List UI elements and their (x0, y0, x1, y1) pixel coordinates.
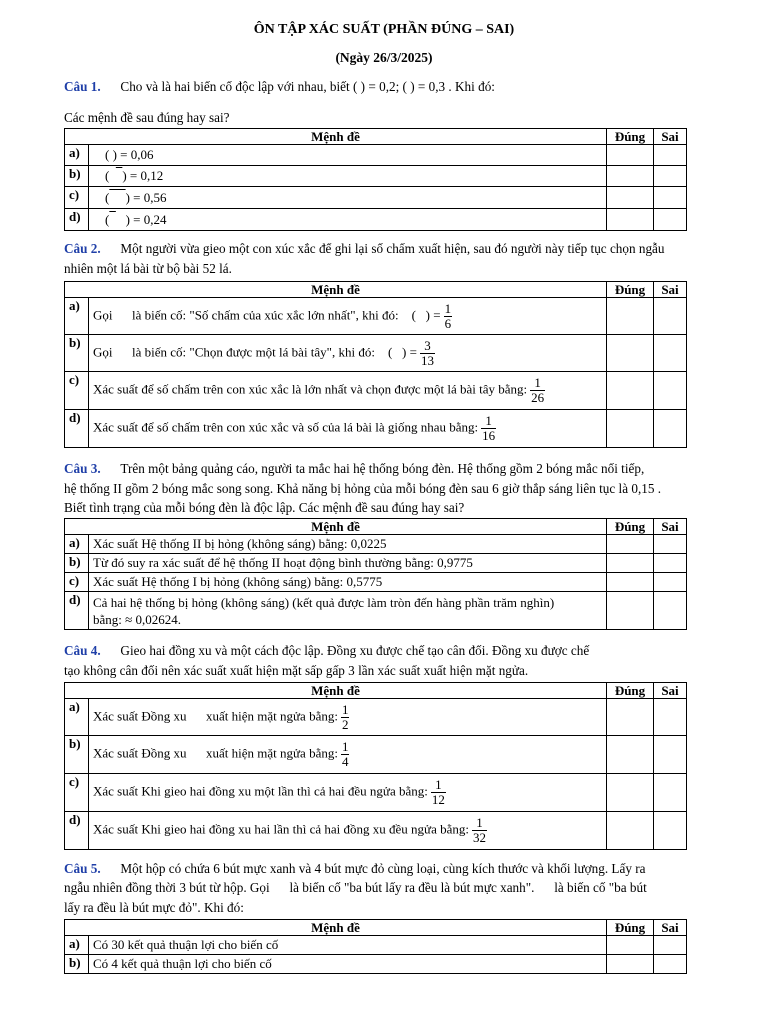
header-true: Đúng (607, 282, 654, 298)
row-text (89, 298, 607, 335)
answer-false-cell[interactable] (654, 736, 687, 774)
q2-label: Câu 2. (64, 241, 101, 256)
fraction-denominator: 32 (473, 830, 487, 845)
row-label: d) (65, 592, 89, 630)
row-label: d) (65, 410, 89, 448)
q2-header-row (65, 282, 687, 298)
row-text (89, 699, 607, 736)
q4-line1: Gieo hai đồng xu và một cách độc lập. Đồng xu được chế tạo cân đối. Đồng xu được chế (120, 643, 590, 658)
fraction (341, 740, 350, 769)
answer-false-cell[interactable] (654, 812, 687, 850)
row-statement: Xác suất Khi gieo hai đồng xu hai lần thì cả hai đồng xu đều ngửa bằng: (93, 821, 470, 837)
q3-line2: hệ thống II gồm 2 bóng mắc song song. Khả năng bị hỏng của mỗi bóng đèn sau 6 giờ thắp sáng liên tục là 0,15 . (64, 481, 662, 496)
fraction-numerator: 1 (444, 300, 452, 316)
row-label: a) (65, 936, 89, 955)
fraction-denominator: 4 (341, 754, 349, 769)
fraction (472, 816, 487, 845)
fraction-numerator: 1 (530, 376, 545, 391)
header-true: Đúng (607, 129, 654, 145)
fraction-numerator: 1 (431, 778, 446, 793)
q4-line2: tạo không cân đối nên xác suất xuất hiện mặt sấp gấp 3 lần xác suất xuất hiện mặt ngửa. (64, 663, 529, 678)
q1-row-c (65, 187, 687, 209)
q4-row-d (65, 812, 687, 850)
answer-true-cell[interactable] (607, 335, 654, 372)
answer-true-cell[interactable] (607, 955, 654, 974)
q4-header-row (65, 683, 687, 699)
q1-intro-text: Cho và là hai biến cố độc lập với nhau, biết ( ) = 0,2; ( ) = 0,3 . Khi đó: (120, 79, 495, 94)
row-expression-bar (109, 190, 125, 205)
q1-header-row (65, 129, 687, 145)
row-label: c) (65, 372, 89, 410)
q4-row-c (65, 774, 687, 812)
answer-true-cell[interactable] (607, 812, 654, 850)
row-statement: Xác suất Đồng xu xuất hiện mặt ngửa bằng: (93, 745, 338, 761)
row-label: c) (65, 774, 89, 812)
q2-row-a (65, 298, 687, 335)
answer-false-cell[interactable] (654, 335, 687, 372)
answer-false-cell[interactable] (654, 955, 687, 974)
page-title: ÔN TẬP XÁC SUẤT (PHẦN ĐÚNG – SAI) (253, 22, 515, 37)
answer-false-cell[interactable] (654, 592, 687, 630)
q5-row-a (65, 936, 687, 955)
header-statement: Mệnh đề (65, 683, 607, 699)
q1-prompt: Các mệnh đề sau đúng hay sai? (64, 110, 230, 125)
answer-true-cell[interactable] (607, 535, 654, 554)
fraction-denominator: 16 (482, 428, 496, 443)
row-text: Từ đó suy ra xác suất để hệ thống II hoạt động bình thường bằng: 0,9775 (89, 554, 607, 573)
header-false: Sai (654, 129, 687, 145)
q4-row-b (65, 736, 687, 774)
answer-false-cell[interactable] (654, 699, 687, 736)
row-text (89, 592, 607, 630)
fraction (481, 414, 496, 443)
q3-row-b (65, 554, 687, 573)
fraction-denominator: 26 (531, 390, 545, 405)
row-text: Có 4 kết quả thuận lợi cho biến cố (89, 955, 607, 974)
row-text (89, 187, 607, 209)
answer-true-cell[interactable] (607, 736, 654, 774)
q5-line1: Một hộp có chứa 6 bút mực xanh và 4 bút mực đỏ cùng loại, cùng kích thước và khối lượng. Lấy ra (120, 861, 646, 876)
q1-label: Câu 1. (64, 79, 101, 94)
fraction (444, 302, 453, 331)
answer-true-cell[interactable] (607, 774, 654, 812)
header-statement: Mệnh đề (65, 282, 607, 298)
row-text: Xác suất Hệ thống II bị hỏng (không sáng) bằng: 0,0225 (89, 535, 607, 554)
row-text (89, 410, 607, 448)
answer-false-cell[interactable] (654, 410, 687, 448)
fraction-numerator: 1 (472, 816, 487, 831)
q3-row-d (65, 592, 687, 630)
row-text (89, 372, 607, 410)
q1-intro (64, 78, 724, 96)
header-statement: Mệnh đề (65, 519, 607, 535)
row-statement: Xác suất Khi gieo hai đồng xu một lần thì cả hai đều ngửa bằng: (93, 783, 428, 799)
header-false: Sai (654, 683, 687, 699)
row-expression-post: ) = 0,12 (122, 168, 164, 183)
fraction-denominator: 2 (341, 716, 349, 732)
fraction-numerator: 3 (420, 339, 435, 354)
row-text (89, 145, 607, 166)
row-statement: Xác suất để số chấm trên con xúc xắc và số của lá bài là giống nhau bằng: (93, 419, 479, 435)
row-label: a) (65, 699, 89, 736)
answer-false-cell[interactable] (654, 535, 687, 554)
q1-row-d (65, 209, 687, 231)
q4-table (64, 682, 687, 850)
answer-false-cell[interactable] (654, 298, 687, 335)
fraction-numerator: 1 (341, 739, 349, 754)
row-text-line2: bằng: ≈ 0,02624. (93, 611, 182, 627)
row-text (89, 166, 607, 187)
row-text (89, 209, 607, 231)
q3-intro (64, 460, 724, 478)
q5-table (64, 919, 687, 974)
fraction-denominator: 6 (444, 315, 452, 331)
q5-line3: lấy ra đều là bút mực đỏ". Khi đó: (64, 900, 244, 915)
row-label: d) (65, 812, 89, 850)
row-label: d) (65, 209, 89, 231)
fraction (420, 339, 435, 368)
answer-false-cell[interactable] (654, 774, 687, 812)
fraction-denominator: 13 (420, 352, 434, 368)
row-label: b) (65, 955, 89, 974)
row-text-line1: Cả hai hệ thống bị hỏng (không sáng) (kết quả được làm tròn đến hàng phần trăm nghìn) (93, 594, 555, 610)
row-label: b) (65, 335, 89, 372)
q4-intro (64, 642, 724, 660)
q5-line2: ngẫu nhiên đồng thời 3 bút từ hộp. Gọi là biến cố "ba bút lấy ra đều là bút mực xanh". là biến cố "ba bút (64, 880, 647, 895)
answer-false-cell[interactable] (654, 554, 687, 573)
answer-false-cell[interactable] (654, 372, 687, 410)
fraction-denominator: 12 (431, 792, 445, 807)
q2-line2: nhiên một lá bài từ bộ bài 52 lá. (64, 261, 232, 276)
q1-row-a (65, 145, 687, 166)
q4-row-a (65, 699, 687, 736)
answer-true-cell[interactable] (607, 372, 654, 410)
q2-row-d (65, 410, 687, 448)
answer-true-cell[interactable] (607, 592, 654, 630)
row-expression-post: ) = 0,24 (115, 211, 167, 227)
row-text (89, 774, 607, 812)
row-statement: Xác suất để số chấm trên con xúc xắc là lớn nhất và chọn được một lá bài tây bằng: (93, 381, 528, 397)
row-label: a) (65, 535, 89, 554)
answer-true-cell[interactable] (607, 699, 654, 736)
row-text (89, 736, 607, 774)
answer-true-cell[interactable] (607, 554, 654, 573)
header-true: Đúng (607, 920, 654, 936)
answer-true-cell[interactable] (607, 298, 654, 335)
row-label: b) (65, 554, 89, 573)
header-statement: Mệnh đề (65, 129, 607, 145)
header-statement: Mệnh đề (65, 920, 607, 936)
q5-label: Câu 5. (64, 861, 101, 876)
q2-intro (64, 240, 724, 258)
q1-row-b (65, 166, 687, 187)
q1-table (64, 128, 687, 231)
fraction (530, 376, 545, 405)
q3-line1: Trên một bảng quảng cáo, người ta mắc hai hệ thống bóng đèn. Hệ thống gồm 2 bóng mắc nối tiếp, (120, 461, 645, 476)
q5-intro (64, 860, 724, 878)
q3-line3: Biết tình trạng của mỗi bóng đèn là độc lập. Các mệnh đề sau đúng hay sai? (64, 500, 465, 515)
row-label: a) (65, 298, 89, 335)
q2-row-b (65, 335, 687, 372)
row-statement: Gọi là biến cố: "Chọn được một lá bài tây", khi đó: ( ) = (93, 343, 417, 359)
q5-row-b (65, 955, 687, 974)
row-label: c) (65, 187, 89, 209)
row-text (89, 335, 607, 372)
q5-header-row (65, 920, 687, 936)
q2-line1: Một người vừa gieo một con xúc xắc để ghi lại số chấm xuất hiện, sau đó người này tiếp tục chọn ngẫu (120, 241, 665, 256)
q4-label: Câu 4. (64, 643, 101, 658)
q2-table (64, 281, 687, 448)
row-expression-pre: ( (105, 168, 116, 183)
answer-false-cell[interactable] (654, 145, 687, 166)
row-label: b) (65, 736, 89, 774)
q3-table (64, 518, 687, 630)
fraction (431, 778, 446, 807)
answer-true-cell[interactable] (607, 573, 654, 592)
row-expression-pre: ( (105, 189, 110, 205)
answer-false-cell[interactable] (654, 209, 687, 231)
answer-true-cell[interactable] (607, 145, 654, 166)
header-true: Đúng (607, 519, 654, 535)
row-label: a) (65, 145, 89, 166)
q3-row-a (65, 535, 687, 554)
answer-true-cell[interactable] (607, 187, 654, 209)
answer-true-cell[interactable] (607, 209, 654, 231)
row-expression: ( ) = 0,06 (105, 147, 154, 162)
answer-false-cell[interactable] (654, 573, 687, 592)
answer-true-cell[interactable] (607, 410, 654, 448)
row-statement: Gọi là biến cố: "Số chấm của xúc xắc lớn nhất", khi đó: ( ) = (93, 306, 441, 322)
header-true: Đúng (607, 683, 654, 699)
page-date: (Ngày 26/3/2025) (335, 50, 433, 65)
answer-false-cell[interactable] (654, 936, 687, 955)
answer-false-cell[interactable] (654, 166, 687, 187)
q3-header-row (65, 519, 687, 535)
fraction (341, 703, 350, 732)
fraction-numerator: 1 (341, 701, 349, 717)
row-expression-pre: ( (105, 211, 110, 227)
row-label: b) (65, 166, 89, 187)
row-text: Có 30 kết quả thuận lợi cho biến cố (89, 936, 607, 955)
answer-true-cell[interactable] (607, 166, 654, 187)
header-false: Sai (654, 282, 687, 298)
header-false: Sai (654, 920, 687, 936)
answer-true-cell[interactable] (607, 936, 654, 955)
q3-label: Câu 3. (64, 461, 101, 476)
q3-row-c (65, 573, 687, 592)
q2-row-c (65, 372, 687, 410)
row-label: c) (65, 573, 89, 592)
fraction-numerator: 1 (481, 414, 496, 429)
row-expression-post: ) = 0,56 (125, 189, 167, 205)
row-statement: Xác suất Đồng xu xuất hiện mặt ngửa bằng: (93, 707, 338, 723)
answer-false-cell[interactable] (654, 187, 687, 209)
row-text: Xác suất Hệ thống I bị hỏng (không sáng) bằng: 0,5775 (89, 573, 607, 592)
row-text (89, 812, 607, 850)
header-false: Sai (654, 519, 687, 535)
